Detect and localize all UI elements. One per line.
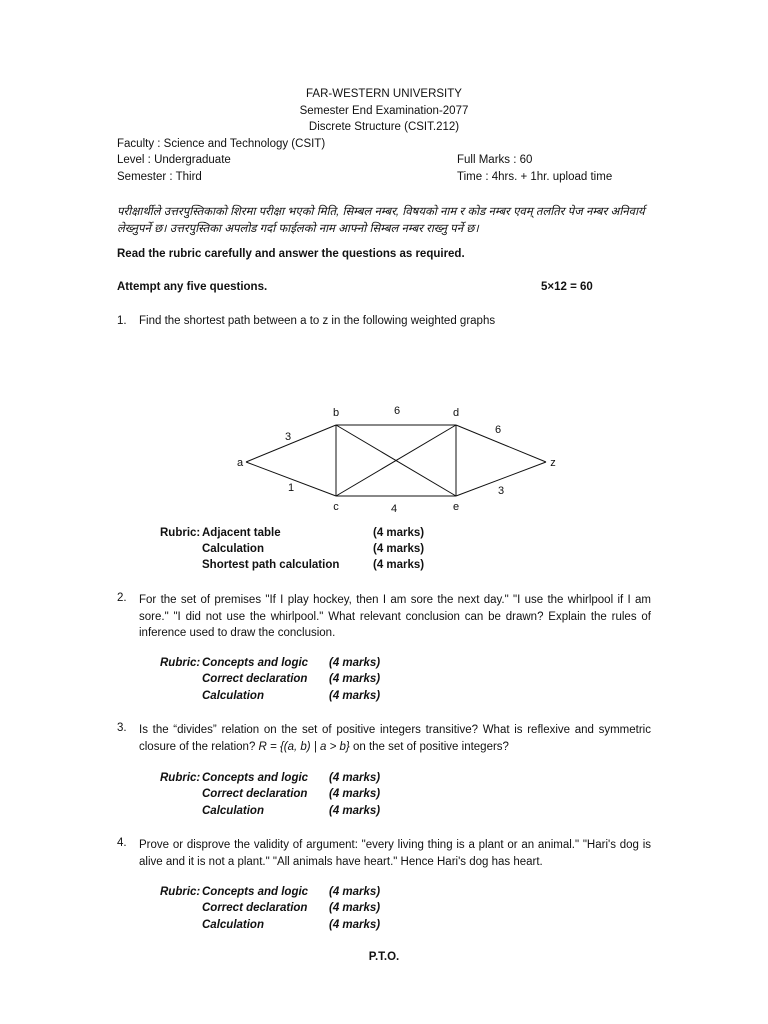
level-line: Level : Undergraduate — [117, 154, 231, 166]
rubric-marks: (4 marks) — [329, 902, 381, 914]
question-number: 2. — [117, 592, 127, 604]
edge-weight-d-z: 6 — [494, 424, 502, 436]
exam-title: Semester End Examination-2077 — [299, 105, 469, 117]
attempt-instruction: Attempt any five questions. — [117, 281, 268, 293]
marks-formula: 5×12 = 60 — [541, 281, 593, 293]
rubric-item: Correct declaration — [202, 902, 308, 914]
edge-weight-b-d: 6 — [393, 405, 401, 417]
full-marks: Full Marks : 60 — [457, 154, 533, 166]
rubric-item: Concepts and logic — [202, 772, 309, 784]
rubric-item: Calculation — [202, 690, 264, 702]
relation-formula: R = {(a, b) | a > b} — [258, 740, 350, 753]
rubric-item: Correct declaration — [202, 673, 308, 685]
node-label-z: z — [550, 457, 556, 469]
question-number: 3. — [117, 722, 127, 734]
node-label-c: c — [333, 501, 339, 513]
rubric-marks: (4 marks) — [329, 805, 381, 817]
university-name: FAR-WESTERN UNIVERSITY — [306, 88, 462, 100]
rubric-instruction: Read the rubric carefully and answer the questions as required. — [117, 248, 465, 260]
subject-title: Discrete Structure (CSIT.212) — [308, 121, 460, 133]
rubric-item: Concepts and logic — [202, 886, 309, 898]
question-text: Prove or disprove the validity of argument: "every living thing is a plant or an animal." "Hari's dog is alive and it is not a plant." "All animals have heart." Hence Hari's dog has heart. — [139, 839, 651, 868]
question-text: Find the shortest path between a to z in the following weighted graphs — [139, 315, 496, 327]
rubric-marks: (4 marks) — [329, 657, 381, 669]
nepali-instructions: परीक्षार्थीले उत्तरपुस्तिकाको शिरमा परीक्षा भएको मिति, सिम्बल नम्बर, विषयको नाम र कोड नम्बर एवम् तलतिर पेज नम्बर अनिवार्य लेख्नुपर्ने छ। उत्तरपुस्तिका अपलोड गर्दा फाईलको नाम आफ्नो सिम्बल नम्बर राख्नु पर्ने छ। — [117, 206, 645, 235]
rubric-marks: (4 marks) — [329, 673, 381, 685]
node-label-a: a — [236, 457, 244, 469]
rubric-marks: (4 marks) — [329, 886, 381, 898]
rubric-marks: (4 marks) — [373, 543, 425, 555]
node-label-e: e — [452, 501, 460, 513]
time-line: Time : 4hrs. + 1hr. upload time — [457, 171, 613, 183]
question-number: 1. — [117, 315, 127, 327]
semester-line: Semester : Third — [117, 171, 202, 183]
question-text: For the set of premises "If I play hockey, then I am sore the next day." "I use the whirlpool if I am sore." "I did not use the whirlpool." What relevant conclusion can be drawn? Explain the rules of inference used to draw the conclusion. — [139, 594, 651, 639]
edge-weight-a-c: 1 — [287, 482, 295, 494]
rubric-marks: (4 marks) — [329, 690, 381, 702]
edge-weight-e-z: 3 — [497, 485, 505, 497]
rubric-item: Calculation — [202, 919, 264, 931]
node-label-b: b — [332, 407, 340, 419]
question-number: 4. — [117, 837, 127, 849]
node-label-d: d — [452, 407, 460, 419]
rubric-item: Adjacent table — [202, 527, 281, 539]
rubric-marks: (4 marks) — [373, 527, 425, 539]
rubric-item: Calculation — [202, 543, 264, 555]
rubric-item: Correct declaration — [202, 788, 308, 800]
rubric-label: Rubric: — [160, 772, 201, 784]
pto-footer: P.T.O. — [368, 951, 400, 963]
rubric-item: Concepts and logic — [202, 657, 309, 669]
rubric-marks: (4 marks) — [373, 559, 425, 571]
weighted-graph — [230, 400, 570, 525]
rubric-label: Rubric: — [160, 657, 201, 669]
rubric-marks: (4 marks) — [329, 788, 381, 800]
edge-weight-c-e: 4 — [390, 503, 398, 515]
faculty-line: Faculty : Science and Technology (CSIT) — [117, 138, 326, 150]
rubric-item: Shortest path calculation — [202, 559, 340, 571]
rubric-item: Calculation — [202, 805, 264, 817]
rubric-marks: (4 marks) — [329, 772, 381, 784]
edge-weight-a-b: 3 — [284, 431, 292, 443]
rubric-label: Rubric: — [160, 886, 201, 898]
rubric-label: Rubric: — [160, 527, 201, 539]
question-text: Is the “divides” relation on the set of positive integers transitive? What is reflexive and symmetric closure of the relation? R = {(a, b) | a > b} on the set of positive integers? — [139, 724, 651, 753]
rubric-marks: (4 marks) — [329, 919, 381, 931]
